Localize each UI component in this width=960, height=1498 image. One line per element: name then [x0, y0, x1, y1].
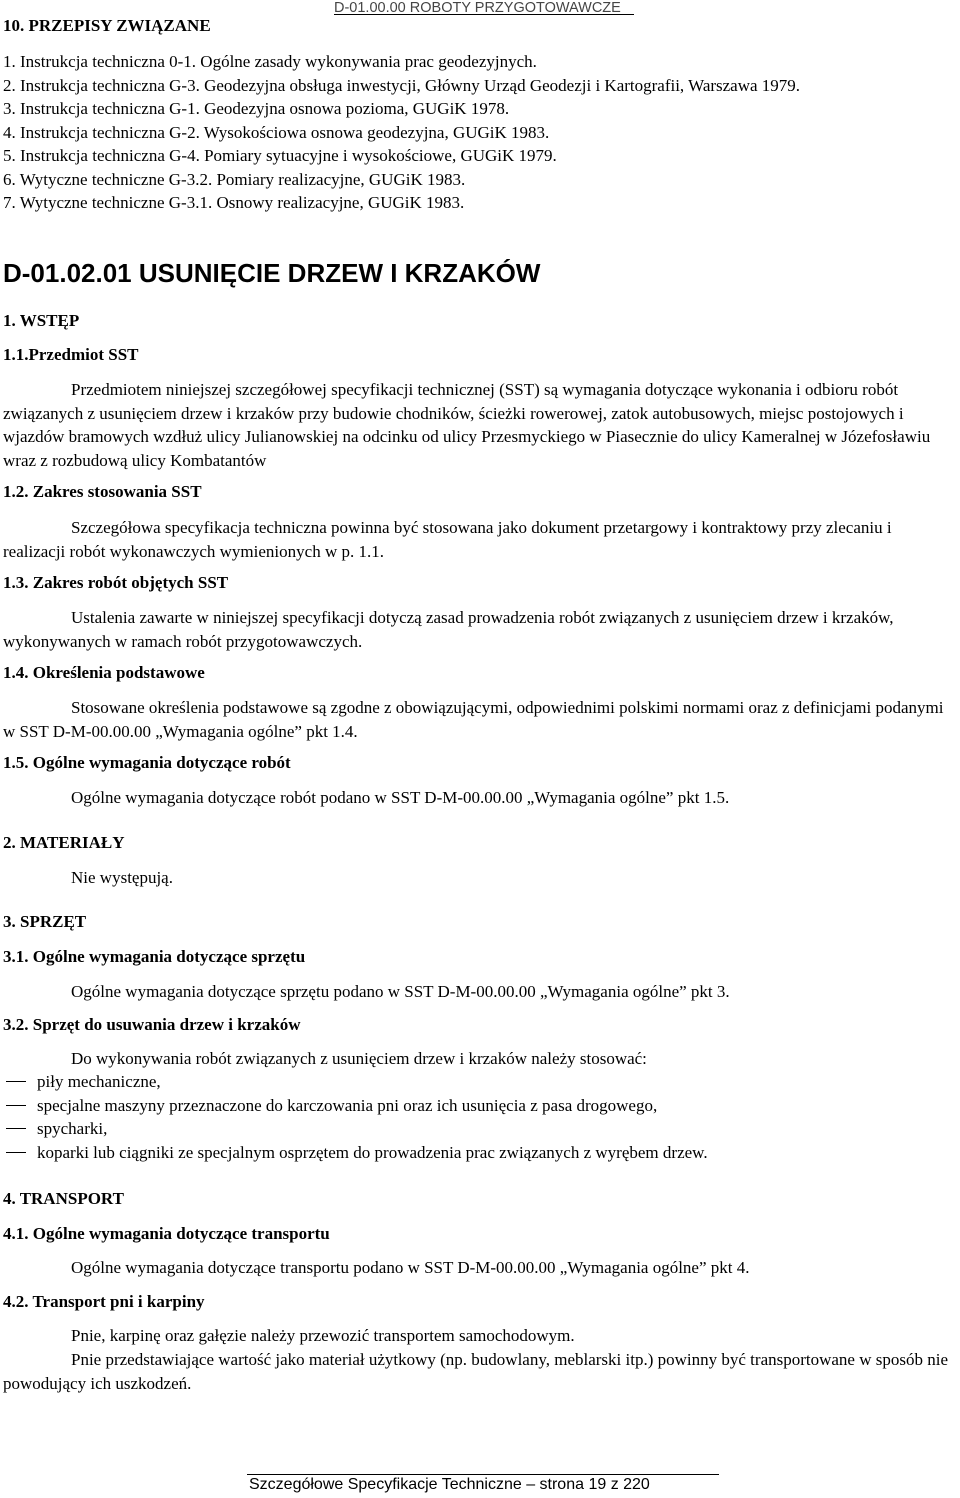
paragraph-sprzet-usuwanie: Do wykonywania robót związanych z usunięciem drzew i krzaków należy stosować:	[71, 1049, 647, 1068]
dash-bullet	[6, 1105, 26, 1106]
heading-wstep: 1. WSTĘP	[3, 311, 80, 330]
paragraph-zakres-stosowania: Szczegółowa specyfikacja techniczna powinna być stosowana jako dokument przetargowy i kontraktowy przy zlecaniu i realizacji robót wykonawczych wymienionych w p. 1.1.	[3, 518, 892, 561]
list-item: 5. Instrukcja techniczna G-4. Pomiary sytuacyjne i wysokościowe, GUGiK 1979.	[3, 146, 557, 165]
list-item: 7. Wytyczne techniczne G-3.1. Osnowy realizacyjne, GUGiK 1983.	[3, 193, 465, 212]
heading-wymagania-transportu: 4.1. Ogólne wymagania dotyczące transportu	[3, 1224, 330, 1243]
paragraph-zakres-robot: Ustalenia zawarte w niniejszej specyfikacji dotyczą zasad prowadzenia robót związanych z usunięciem drzew i krzaków, wykonywanych w ramach robót przygotowawczych.	[3, 608, 894, 651]
equipment-list	[0, 1070, 708, 1164]
list-item: koparki lub ciągniki ze specjalnym osprzętem do prowadzenia prac związanych z wyrębem drzew.	[0, 1141, 708, 1165]
paragraph-wymagania-robot: Ogólne wymagania dotyczące robót podano w SST D-M-00.00.00 „Wymagania ogólne” pkt 1.5.	[71, 788, 730, 807]
paragraph-wymagania-sprzetu: Ogólne wymagania dotyczące sprzętu podano w SST D-M-00.00.00 „Wymagania ogólne” pkt 3.	[71, 982, 730, 1001]
list-item: spycharki,	[0, 1117, 708, 1141]
reference-list	[3, 50, 800, 215]
heading-zakres-robot: 1.3. Zakres robót objętych SST	[3, 573, 229, 592]
list-item: 1. Instrukcja techniczna 0-1. Ogólne zasady wykonywania prac geodezyjnych.	[3, 52, 537, 71]
list-item: 2. Instrukcja techniczna G-3. Geodezyjna obsługa inwestycji, Główny Urząd Geodezji i Kartografii, Warszawa 1979.	[3, 75, 801, 95]
heading-wymagania-robot: 1.5. Ogólne wymagania dotyczące robót	[3, 753, 291, 772]
section-title-references: 10. PRZEPISY ZWIĄZANE	[3, 16, 211, 35]
paragraph-okreslenia: Stosowane określenia podstawowe są zgodne z obowiązującymi, odpowiednimi polskimi normami oraz z definicjami podanymi w SST D-M-00.00.00 „Wymagania ogólne” pkt 1.4.	[3, 698, 944, 741]
heading-okreslenia: 1.4. Określenia podstawowe	[3, 663, 205, 682]
heading-wymagania-sprzetu: 3.1. Ogólne wymagania dotyczące sprzętu	[3, 947, 306, 966]
dash-bullet	[6, 1128, 26, 1129]
heading-sprzet-usuwanie: 3.2. Sprzęt do usuwania drzew i krzaków	[3, 1015, 301, 1034]
heading-zakres-stosowania: 1.2. Zakres stosowania SST	[3, 482, 202, 501]
heading-przedmiot: 1.1.Przedmiot SST	[3, 345, 139, 364]
list-item: piły mechaniczne,	[0, 1070, 708, 1094]
list-item: 3. Instrukcja techniczna G-1. Geodezyjna osnowa pozioma, GUGiK 1978.	[3, 99, 510, 118]
footer-rule	[247, 1474, 719, 1475]
list-item: specjalne maszyny przeznaczone do karczowania pni oraz ich usunięcia z pasa drogowego,	[0, 1094, 708, 1118]
dash-bullet	[6, 1152, 26, 1153]
paragraph-wymagania-transportu: Ogólne wymagania dotyczące transportu podano w SST D-M-00.00.00 „Wymagania ogólne” pkt 4.	[71, 1258, 750, 1277]
paragraph-transport-pni-2: Pnie przedstawiające wartość jako materiał użytkowy (np. budowlany, meblarski itp.) powinny być transportowane w sposób nie powodujący ich uszkodzeń.	[3, 1350, 949, 1393]
header-section-code: D-01.00.00 ROBOTY PRZYGOTOWAWCZE	[334, 0, 621, 16]
list-item: 4. Instrukcja techniczna G-2. Wysokościowa osnowa geodezyjna, GUGiK 1983.	[3, 122, 550, 142]
document-title: D-01.02.01 USUNIĘCIE DRZEW I KRZAKÓW	[3, 258, 541, 288]
paragraph-materialy: Nie występują.	[71, 868, 173, 887]
header-rule	[334, 14, 634, 15]
heading-transport: 4. TRANSPORT	[3, 1189, 124, 1208]
heading-transport-pni: 4.2. Transport pni i karpiny	[3, 1292, 205, 1311]
heading-sprzet: 3. SPRZĘT	[3, 912, 87, 931]
heading-materialy: 2. MATERIAŁY	[3, 833, 125, 852]
page-footer: Szczegółowe Specyfikacje Techniczne – strona 19 z 220	[249, 1476, 650, 1493]
dash-bullet	[6, 1081, 26, 1082]
paragraph-przedmiot: Przedmiotem niniejszej szczegółowej specyfikacji technicznej (SST) są wymagania dotyczące wykonania i odbioru robót związanych z usunięciem drzew i krzaków przy budowie chodników, ścieżki rowerowej, zatok autobusowych, miejsc postojowych i wjazdów bramowych wzdłuż ulicy Julianowskiej na odcinku od ulicy Przesmyckiego w Piasecznie do ulicy Kameralnej w Józefosławiu wraz z rozbudową ulicy Kombatantów	[3, 380, 931, 470]
list-item: 6. Wytyczne techniczne G-3.2. Pomiary realizacyjne, GUGiK 1983.	[3, 169, 466, 189]
paragraph-transport-pni-1: Pnie, karpinę oraz gałęzie należy przewozić transportem samochodowym.	[71, 1326, 575, 1345]
